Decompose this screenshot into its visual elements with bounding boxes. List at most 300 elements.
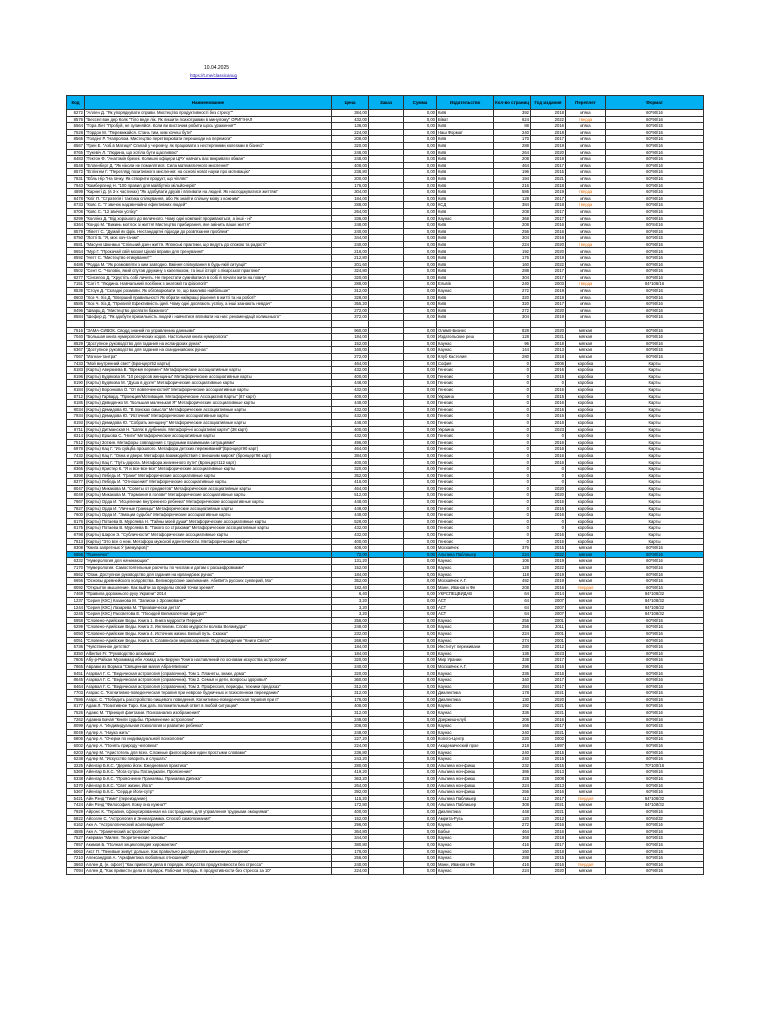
cell-binding: мягкая	[566, 723, 606, 730]
order-quantity-cell[interactable]	[369, 591, 404, 598]
cell-price: 372,00	[332, 314, 369, 321]
table-row	[67, 195, 704, 202]
cell-name: (Карты) Кац Г. "Из суйцба прошлого. Метафора детских переживаний"(Бронцерт90 карт)	[85, 446, 332, 453]
table-row	[67, 175, 704, 182]
order-quantity-cell[interactable]	[369, 241, 404, 248]
cell-name: (Карты) Будякова М. "Душа в дуэте" Метафорические ассоциативные карты	[85, 380, 332, 387]
cell-pages: 338	[494, 657, 531, 664]
order-quantity-cell[interactable]	[369, 347, 404, 354]
order-quantity-cell[interactable]	[369, 756, 404, 763]
cell-format: 60*90/16	[606, 248, 704, 255]
order-quantity-cell[interactable]	[369, 129, 404, 136]
order-quantity-cell[interactable]	[369, 400, 404, 407]
cell-pages: 196	[494, 169, 531, 176]
order-quantity-cell[interactable]	[369, 710, 404, 717]
table-row	[67, 822, 704, 829]
cell-code: 8049	[67, 729, 85, 736]
cell-year: 2015	[531, 373, 566, 380]
table-row	[67, 268, 704, 275]
cell-price: 176,00	[332, 182, 369, 189]
cell-year: 2015	[531, 762, 566, 769]
order-quantity-cell[interactable]	[369, 782, 404, 789]
cell-price: 200,00	[332, 175, 369, 182]
order-quantity-cell[interactable]	[369, 716, 404, 723]
table-row	[67, 182, 704, 189]
order-quantity-cell[interactable]	[369, 301, 404, 308]
cell-year: 2016	[531, 386, 566, 393]
cell-year: 2019	[531, 558, 566, 565]
cell-code	[67, 321, 85, 328]
cell-binding: мягкая	[566, 604, 606, 611]
cell-publisher: Каунас	[437, 756, 494, 763]
cell-sum: 0,00	[404, 775, 437, 782]
order-quantity-cell[interactable]	[369, 485, 404, 492]
table-row	[67, 386, 704, 393]
cell-pages: 166	[494, 723, 531, 730]
order-quantity-cell[interactable]	[369, 841, 404, 848]
cell-pages: 0	[494, 380, 531, 387]
cell-binding: м'яка	[566, 255, 606, 262]
cell-price: 176,00	[332, 848, 369, 855]
cell-code: 6332	[67, 558, 85, 565]
cell-pages: 624	[494, 116, 531, 123]
cell-pages: 0	[494, 492, 531, 499]
order-quantity-cell[interactable]	[369, 373, 404, 380]
order-quantity-cell[interactable]	[369, 624, 404, 631]
cell-pages: 256	[494, 624, 531, 631]
cell-format: Карты	[606, 386, 704, 393]
order-quantity-cell[interactable]	[369, 136, 404, 143]
order-quantity-cell[interactable]	[369, 215, 404, 222]
order-quantity-cell[interactable]	[369, 749, 404, 756]
cell-name: Айронс К. "Терапия, сфокусированная на сострадании, для управления трудными эмоциями"	[85, 808, 332, 815]
cell-price: 3,20	[332, 604, 369, 611]
order-quantity-cell[interactable]	[369, 281, 404, 288]
order-quantity-cell[interactable]	[369, 268, 404, 275]
cell-binding: коробка	[566, 452, 606, 459]
cell-publisher: Київ	[437, 169, 494, 176]
order-quantity-cell[interactable]	[369, 261, 404, 268]
order-quantity-cell[interactable]	[369, 657, 404, 664]
table-row	[67, 459, 704, 466]
order-quantity-cell[interactable]	[369, 808, 404, 815]
cell-format: 60*90/16	[606, 241, 704, 248]
order-quantity-cell[interactable]	[369, 334, 404, 341]
cell-price: 320,00	[332, 142, 369, 149]
cell-format: 84*108/32	[606, 795, 704, 802]
order-quantity-cell[interactable]	[369, 248, 404, 255]
cell-sum: 0,00	[404, 215, 437, 222]
order-quantity-cell[interactable]	[369, 208, 404, 215]
order-quantity-cell[interactable]	[369, 861, 404, 868]
order-quantity-cell[interactable]	[369, 584, 404, 591]
cell-code: 8364	[67, 222, 85, 229]
cell-pages: 178	[494, 690, 531, 697]
table-row	[67, 439, 704, 446]
cell-code: 7424	[67, 802, 85, 809]
cell-name: "Гектон Ф. "Анатомія брехні. Колишні офіцери ЦРУ навчать вас викривати обман"	[85, 156, 332, 163]
order-quantity-cell[interactable]	[369, 327, 404, 334]
table-row	[67, 261, 704, 268]
cell-format: 60*90/16	[606, 835, 704, 842]
order-quantity-cell[interactable]	[369, 677, 404, 684]
order-quantity-cell[interactable]	[369, 353, 404, 360]
cell-format: 60*90/16	[606, 169, 704, 176]
cell-code: 7867	[67, 499, 85, 506]
cell-code: 1244	[67, 604, 85, 611]
order-quantity-cell[interactable]	[369, 617, 404, 624]
order-quantity-cell[interactable]	[369, 769, 404, 776]
order-quantity-cell[interactable]	[369, 202, 404, 209]
order-quantity-cell[interactable]	[369, 235, 404, 242]
order-quantity-cell[interactable]	[369, 848, 404, 855]
cell-publisher: Київ	[437, 307, 494, 314]
cell-binding: мягкая	[566, 808, 606, 815]
order-quantity-cell[interactable]	[369, 307, 404, 314]
order-quantity-cell[interactable]	[369, 558, 404, 565]
order-quantity-cell[interactable]	[369, 525, 404, 532]
order-quantity-cell[interactable]	[369, 762, 404, 769]
cell-binding: м'яка	[566, 195, 606, 202]
order-quantity-cell[interactable]	[369, 551, 404, 558]
order-quantity-cell[interactable]	[369, 703, 404, 710]
cell-sum: 0,00	[404, 848, 437, 855]
cell-binding: коробка	[566, 538, 606, 545]
cell-year: 0	[531, 466, 566, 473]
cell-binding: м'яка	[566, 175, 606, 182]
cell-format: Карты	[606, 479, 704, 486]
order-quantity-cell[interactable]	[369, 597, 404, 604]
cell-code: 8529	[67, 340, 85, 347]
order-quantity-cell[interactable]	[369, 116, 404, 123]
order-quantity-cell[interactable]	[369, 644, 404, 651]
cell-format: 60*90/16	[606, 215, 704, 222]
cell-sum: 0,00	[404, 452, 437, 459]
cell-name: (Карты) Микакова М. "Советы от предметов" Метафорические ассоциативные карты	[85, 485, 332, 492]
cell-publisher: Москавчек А.Г.	[437, 578, 494, 585]
cell-pages: 0	[494, 367, 531, 374]
cell-binding: коробка	[566, 400, 606, 407]
order-quantity-cell[interactable]	[369, 222, 404, 229]
order-quantity-cell[interactable]	[369, 499, 404, 506]
order-quantity-cell[interactable]	[369, 545, 404, 552]
order-quantity-cell[interactable]	[369, 578, 404, 585]
cell-price: 432,00	[332, 413, 369, 420]
cell-format: 60*90/16	[606, 307, 704, 314]
order-quantity-cell[interactable]	[369, 690, 404, 697]
cell-binding: м'яка	[566, 208, 606, 215]
order-quantity-cell[interactable]	[369, 182, 404, 189]
order-quantity-cell[interactable]	[369, 406, 404, 413]
cell-code: 8099	[67, 723, 85, 730]
cell-sum: 0,00	[404, 479, 437, 486]
order-quantity-cell[interactable]	[369, 723, 404, 730]
table-row	[67, 123, 704, 130]
cell-binding: м'яка	[566, 228, 606, 235]
column-header-publisher: Издательство	[437, 96, 494, 110]
order-quantity-cell[interactable]	[369, 195, 404, 202]
order-quantity-cell[interactable]	[369, 637, 404, 644]
cell-code: 5367	[67, 789, 85, 796]
cell-format: 60*90/16	[606, 353, 704, 360]
cell-publisher: Диалектика	[437, 808, 494, 815]
order-quantity-cell[interactable]	[369, 538, 404, 545]
order-quantity-cell[interactable]	[369, 802, 404, 809]
cell-pages: 0	[494, 400, 531, 407]
cell-publisher: Каунас	[437, 841, 494, 848]
table-row	[67, 116, 704, 123]
cell-year: 2016	[531, 828, 566, 835]
cell-binding: м'яка	[566, 294, 606, 301]
cell-code: 8584	[67, 314, 85, 321]
cell-binding: мягкая	[566, 690, 606, 697]
cell-publisher: Генезис	[437, 472, 494, 479]
cell-sum: 0,00	[404, 446, 437, 453]
cell-sum: 0,00	[404, 591, 437, 598]
order-quantity-cell[interactable]	[369, 532, 404, 539]
order-quantity-cell[interactable]	[369, 663, 404, 670]
order-quantity-cell[interactable]	[369, 288, 404, 295]
order-quantity-cell[interactable]	[369, 426, 404, 433]
cell-pages: 130	[494, 696, 531, 703]
order-quantity-cell[interactable]	[369, 815, 404, 822]
order-quantity-cell[interactable]	[369, 505, 404, 512]
order-quantity-cell[interactable]	[369, 162, 404, 169]
order-quantity-cell[interactable]	[369, 255, 404, 262]
cell-sum: 0,00	[404, 644, 437, 651]
cell-format: 60*90/16	[606, 650, 704, 657]
order-quantity-cell[interactable]	[369, 175, 404, 182]
cell-code: 5856	[67, 551, 85, 558]
order-quantity-cell[interactable]	[369, 472, 404, 479]
cell-name: "Словено-Арийские Веды. Книга 1. Книга мудрости Перуна"	[85, 617, 332, 624]
order-quantity-cell[interactable]	[369, 169, 404, 176]
order-quantity-cell[interactable]	[369, 630, 404, 637]
cell-code: 8185	[67, 400, 85, 407]
table-row	[67, 749, 704, 756]
cell-sum: 0,00	[404, 630, 437, 637]
cell-binding: мягкая	[566, 789, 606, 796]
table-row	[67, 782, 704, 789]
order-quantity-cell[interactable]	[369, 110, 404, 117]
cell-sum: 0,00	[404, 690, 437, 697]
order-quantity-cell[interactable]	[369, 439, 404, 446]
table-row	[67, 710, 704, 717]
cell-binding: мягкая	[566, 564, 606, 571]
cell-publisher: Каунас	[437, 670, 494, 677]
cell-sum: 0,00	[404, 828, 437, 835]
cell-publisher: Диалектика	[437, 690, 494, 697]
cell-price: 312,00	[332, 288, 369, 295]
order-quantity-cell[interactable]	[369, 156, 404, 163]
cell-price: 312,00	[332, 710, 369, 717]
cell-binding: мягкая	[566, 347, 606, 354]
order-quantity-cell[interactable]	[369, 380, 404, 387]
table-row	[67, 334, 704, 341]
cell-binding: м'яка	[566, 162, 606, 169]
order-quantity-cell[interactable]	[369, 775, 404, 782]
cell-pages: 208	[494, 208, 531, 215]
cell-name: "Открытое мышление. Как выйти за пределы своей точки зрения"	[85, 584, 332, 591]
cell-format: 60*90/16	[606, 142, 704, 149]
table-row	[67, 479, 704, 486]
cell-binding: мягкая	[566, 841, 606, 848]
cell-code: 7040	[67, 334, 85, 341]
table-row	[67, 393, 704, 400]
order-quantity-cell[interactable]	[369, 736, 404, 743]
table-row	[67, 828, 704, 835]
cell-publisher: АСТ	[437, 604, 494, 611]
cell-code: 8712	[67, 393, 85, 400]
order-quantity-cell[interactable]	[369, 459, 404, 466]
order-quantity-cell[interactable]	[369, 868, 404, 875]
order-quantity-cell[interactable]	[369, 564, 404, 571]
cell-code: 8183	[67, 367, 85, 374]
cell-pages: 0	[494, 538, 531, 545]
order-quantity-cell[interactable]	[369, 274, 404, 281]
cell-price: 432,00	[332, 116, 369, 123]
order-quantity-cell[interactable]	[369, 571, 404, 578]
cell-pages: 288	[494, 142, 531, 149]
cell-name: "Хоз Ч. Хіз Д. "Вперший правильності Як обрати найкращі рішення в житті та на роботі"	[85, 294, 332, 301]
cell-format: 60*90/16	[606, 347, 704, 354]
order-quantity-cell[interactable]	[369, 340, 404, 347]
cell-year: 2013	[531, 347, 566, 354]
order-quantity-cell[interactable]	[369, 386, 404, 393]
cell-name: Адлер А. "Наука жить"	[85, 729, 332, 736]
cell-sum: 0,00	[404, 307, 437, 314]
order-quantity-cell[interactable]	[369, 314, 404, 321]
order-quantity-cell[interactable]	[369, 189, 404, 196]
order-quantity-cell[interactable]	[369, 512, 404, 519]
table-row	[67, 274, 704, 281]
cell-pages: 0	[494, 413, 531, 420]
order-quantity-cell[interactable]	[369, 367, 404, 374]
cell-name: "Словено-Арийские Веды. Книга 5. Славянское мировоззрение. Подтверждение "Книги Света""	[85, 637, 332, 644]
order-quantity-cell[interactable]	[369, 142, 404, 149]
cell-format: 60*90/16	[606, 314, 704, 321]
cell-price: 248,00	[332, 156, 369, 163]
cell-publisher: Каунас	[437, 835, 494, 842]
cell-year: 2016	[531, 452, 566, 459]
order-quantity-cell[interactable]	[369, 650, 404, 657]
order-quantity-cell[interactable]	[369, 743, 404, 750]
order-quantity-cell[interactable]	[369, 611, 404, 618]
order-quantity-cell[interactable]	[369, 670, 404, 677]
cell-pages: 224	[494, 551, 531, 558]
cell-publisher: Мир Урании	[437, 657, 494, 664]
cell-price: 176,00	[332, 696, 369, 703]
cell-format: 60*90/16	[606, 716, 704, 723]
cell-format: 60*90/16	[606, 162, 704, 169]
cell-publisher: Альпина Паблишер	[437, 551, 494, 558]
cell-code: 8645	[67, 677, 85, 684]
order-quantity-cell[interactable]	[369, 452, 404, 459]
table-row	[67, 736, 704, 743]
cell-code: 7831	[67, 175, 85, 182]
cell-pages: 240	[494, 756, 531, 763]
order-quantity-cell[interactable]	[369, 828, 404, 835]
order-quantity-cell[interactable]	[369, 696, 404, 703]
cell-pages: 392	[494, 110, 531, 117]
cell-year: 2012	[531, 644, 566, 651]
cell-pages: 416	[494, 841, 531, 848]
cell-binding: коробка	[566, 472, 606, 479]
cell-format: 60*90/16	[606, 110, 704, 117]
order-quantity-cell[interactable]	[369, 294, 404, 301]
order-quantity-cell[interactable]	[369, 789, 404, 796]
cell-year: 2016	[531, 584, 566, 591]
order-quantity-cell[interactable]	[369, 795, 404, 802]
order-quantity-cell[interactable]	[369, 604, 404, 611]
order-quantity-cell[interactable]	[369, 123, 404, 130]
order-quantity-cell[interactable]	[369, 518, 404, 525]
order-quantity-cell[interactable]	[369, 492, 404, 499]
cell-name: Айн Рэнд "Философия. Кому она нужна?"	[85, 802, 332, 809]
cell-year: 2016	[531, 538, 566, 545]
table-row	[67, 452, 704, 459]
order-quantity-cell[interactable]	[369, 479, 404, 486]
cell-name: "Пшеничко"	[85, 551, 332, 558]
cell-publisher: Ельвів	[437, 281, 494, 288]
order-quantity-cell[interactable]	[369, 433, 404, 440]
cell-name: (Карты) Орда И. "Эмоции судьбы" Метафорические ассоциативные карты	[85, 512, 332, 519]
order-quantity-cell[interactable]	[369, 413, 404, 420]
cell-publisher: Генезис	[437, 386, 494, 393]
cell-pages: 0	[494, 452, 531, 459]
cell-publisher: Каунас	[437, 650, 494, 657]
cell-year: 2017	[531, 301, 566, 308]
order-quantity-cell[interactable]	[369, 393, 404, 400]
cell-name: "Словено-Арийские Веды. Книга 4. Источник жизни. Белый путь. Сказка"	[85, 630, 332, 637]
order-quantity-cell[interactable]	[369, 419, 404, 426]
cell-publisher: Каунас	[437, 617, 494, 624]
cell-pages: 0	[494, 525, 531, 532]
cell-binding: м'яка	[566, 129, 606, 136]
cell-year: 2021	[531, 334, 566, 341]
cell-price: 152,00	[332, 815, 369, 822]
cell-binding: м'яка	[566, 268, 606, 275]
order-quantity-cell[interactable]	[369, 149, 404, 156]
order-quantity-cell[interactable]	[369, 466, 404, 473]
cell-pages: 208	[494, 156, 531, 163]
cell-sum: 0,00	[404, 406, 437, 413]
order-quantity-cell[interactable]	[369, 822, 404, 829]
cell-name: "Масуно Шюнмьо "Спільний дзен життя. Японські практики, що ведуть до спокою та радості"	[85, 241, 332, 248]
cell-publisher: Наш Формат	[437, 129, 494, 136]
order-quantity-cell[interactable]	[369, 835, 404, 842]
cell-name: Акн А. "Астрологический асилевидения"	[85, 822, 332, 829]
cell-name: "Нетт С. "Мистецтво етикування""	[85, 255, 332, 262]
cell-code: 6656	[67, 578, 85, 585]
order-quantity-cell[interactable]	[369, 321, 404, 328]
order-quantity-cell[interactable]	[369, 446, 404, 453]
cell-year: 2020	[531, 307, 566, 314]
cell-format: 60*90/16	[606, 208, 704, 215]
cell-pages: 464	[494, 162, 531, 169]
order-quantity-cell[interactable]	[369, 683, 404, 690]
table-row	[67, 433, 704, 440]
cell-binding: коробка	[566, 380, 606, 387]
cell-format: 60*90/16	[606, 268, 704, 275]
order-quantity-cell[interactable]	[369, 360, 404, 367]
cell-price: 256,00	[332, 855, 369, 862]
order-quantity-cell[interactable]	[369, 729, 404, 736]
telegram-link[interactable]: https://t.me/classicanug	[190, 73, 238, 78]
header-row	[67, 96, 704, 110]
order-quantity-cell[interactable]	[369, 855, 404, 862]
order-quantity-cell[interactable]	[369, 228, 404, 235]
